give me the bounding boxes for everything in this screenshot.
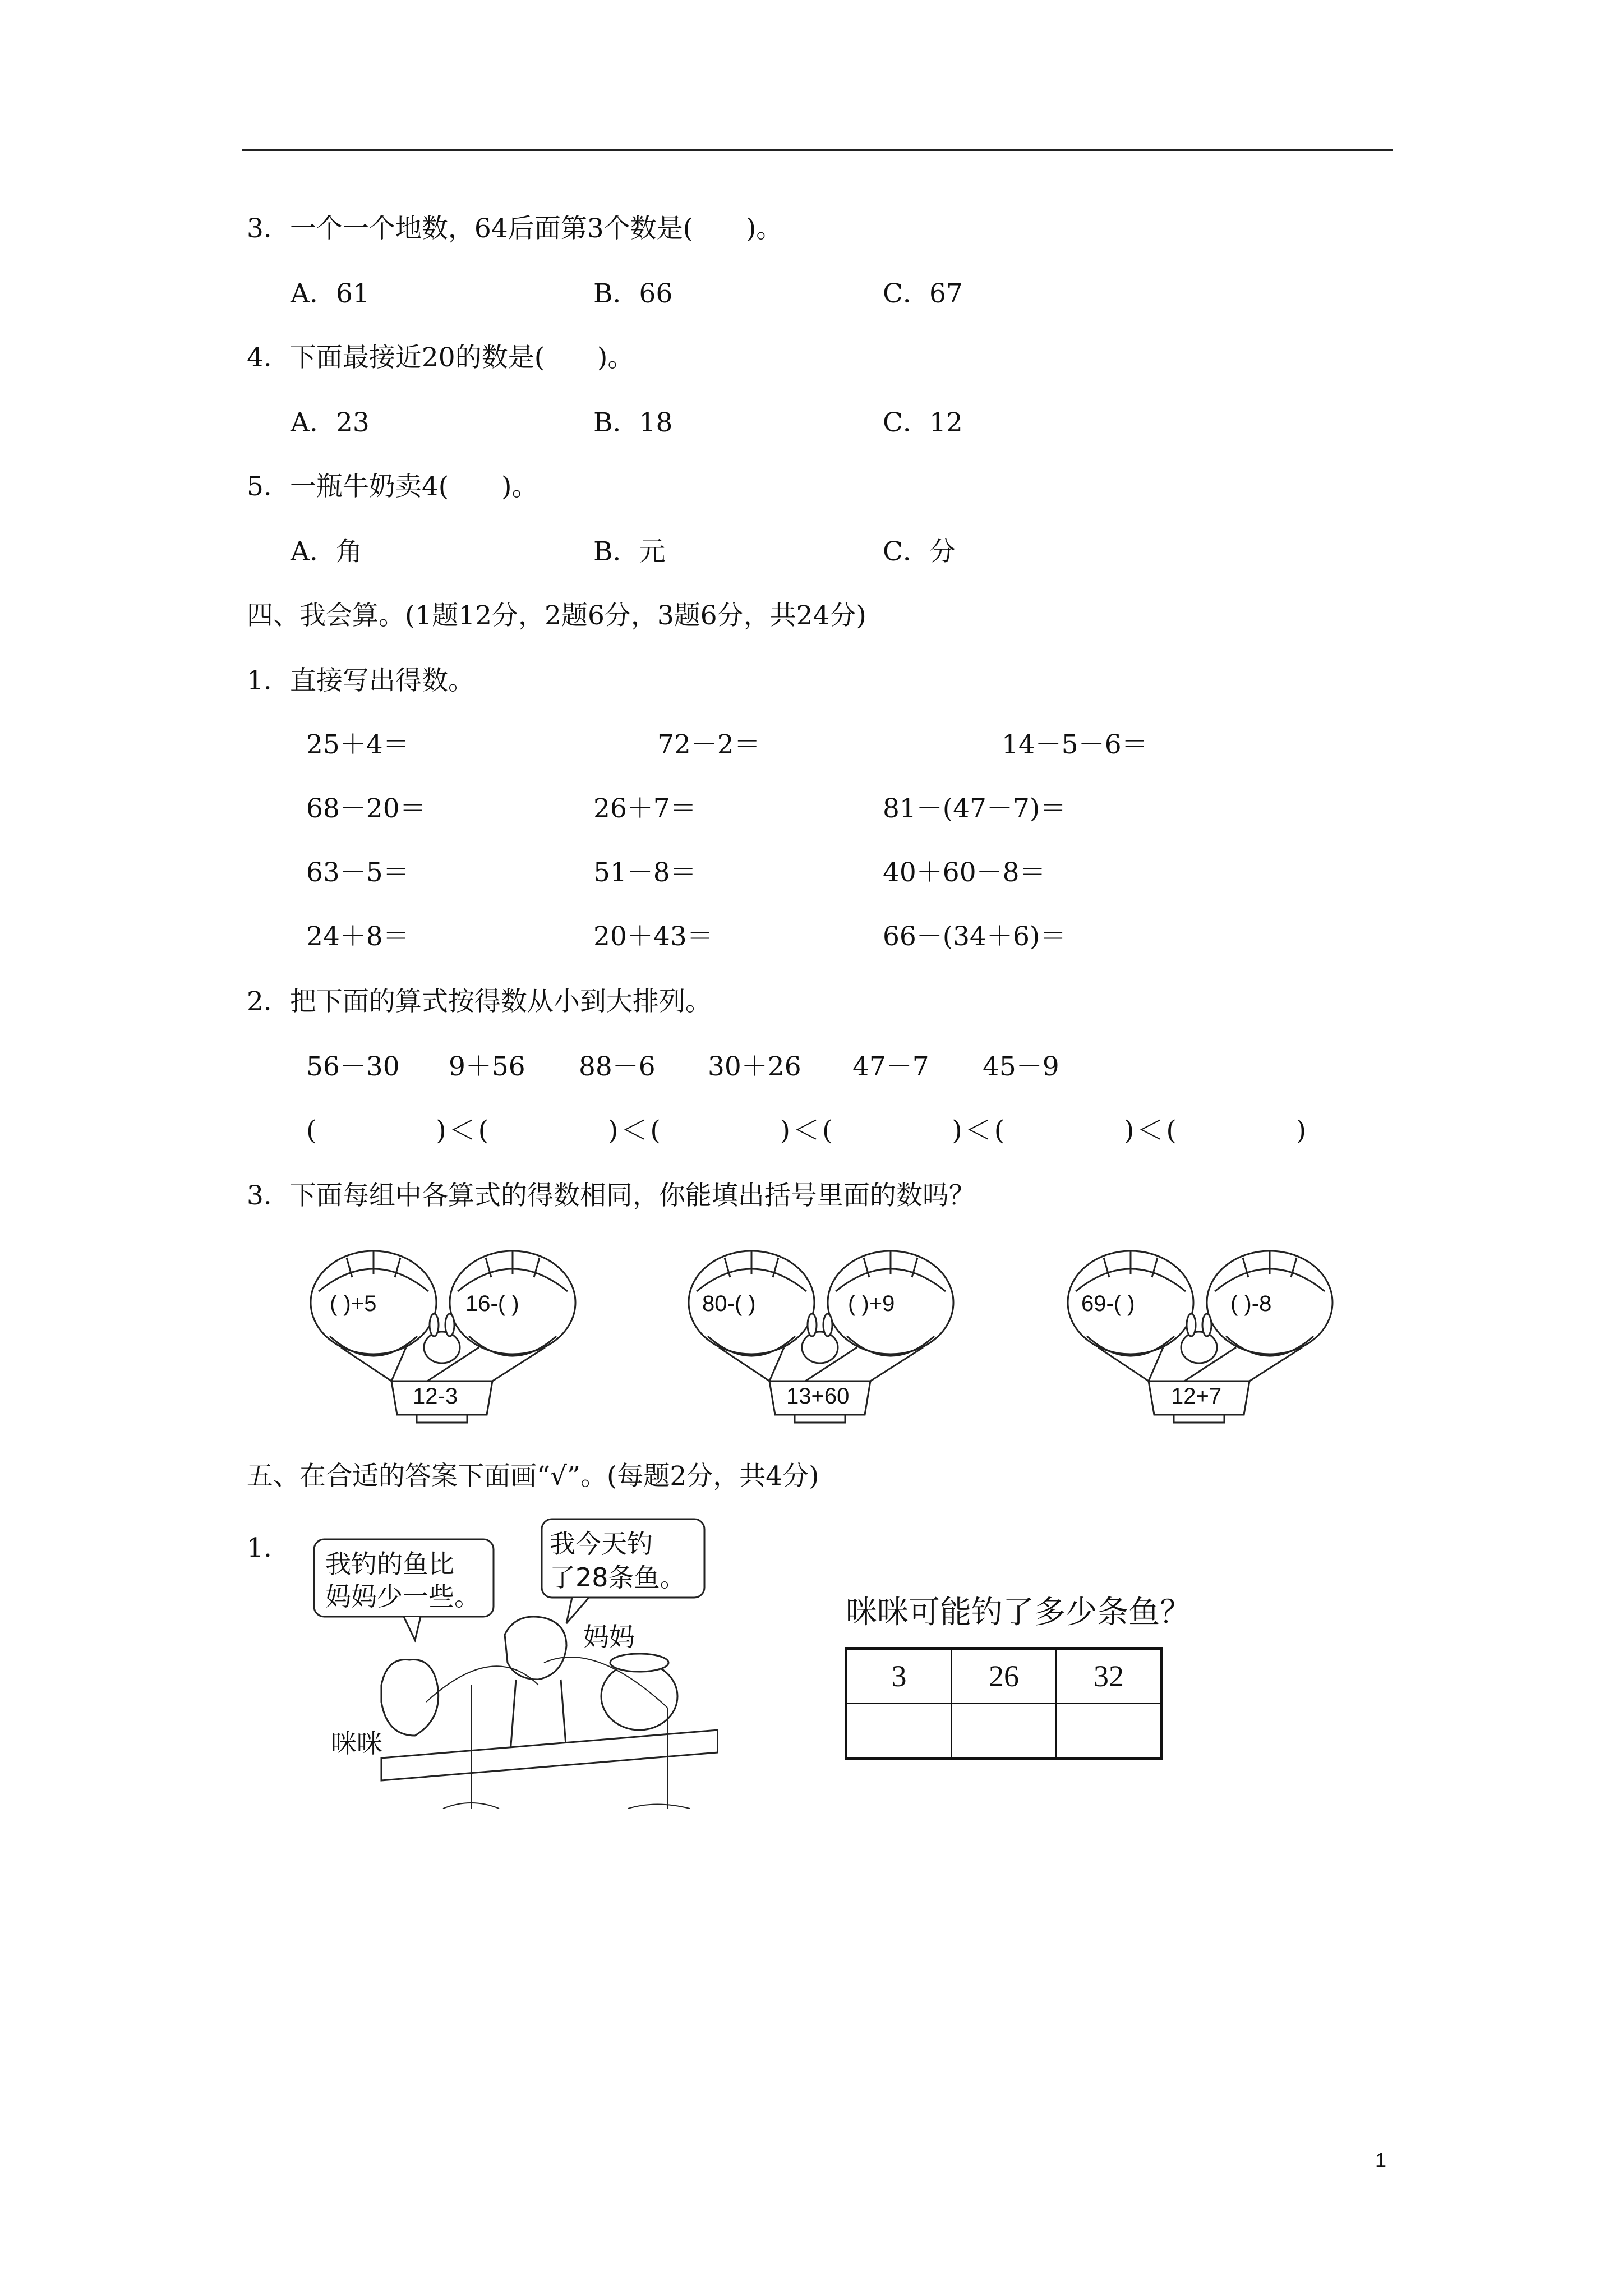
q3-option-a: A．61 <box>291 278 370 309</box>
bunny-icon <box>424 1314 460 1363</box>
calc-item: 24＋8＝ <box>306 921 409 952</box>
bunny-icon <box>1181 1314 1217 1363</box>
q3-stem: 3．一个一个地数，64后面第3个数是( )。 <box>247 213 783 244</box>
section5-title: 五、在合适的答案下面画“√”。(每题2分，共4分) <box>247 1461 819 1492</box>
option-cell: 26 <box>952 1649 1057 1704</box>
check-cell[interactable] <box>952 1704 1057 1759</box>
balloon-group-2 <box>685 1246 966 1426</box>
basket-expr: 12+7 <box>1171 1384 1222 1409</box>
mom-label: 妈妈 <box>583 1622 635 1652</box>
calc-item: 26＋7＝ <box>593 793 697 824</box>
calc-item: 25＋4＝ <box>306 729 409 760</box>
answer-table <box>845 1647 1163 1760</box>
check-cell[interactable] <box>1057 1704 1162 1759</box>
q5-option-a: A．角 <box>291 536 362 567</box>
header-rule <box>242 149 1393 151</box>
q4-option-a: A．23 <box>291 407 370 438</box>
balloon-left-expr: 80-( ) <box>702 1291 756 1316</box>
calc-item: 63－5＝ <box>306 857 409 888</box>
mimi-speech-line2: 妈妈少一些。 <box>325 1581 480 1612</box>
calc-item: 81－(47－7)＝ <box>883 793 1067 824</box>
order-blanks: ( )＜( )＜( )＜( )＜( )＜( ) <box>306 1115 1310 1146</box>
q4-stem: 4．下面最接近20的数是( )。 <box>247 342 634 373</box>
section4-p3-title: 3．下面每组中各算式的得数相同，你能填出括号里面的数吗？ <box>247 1180 975 1211</box>
q4-option-b: B．18 <box>593 407 673 438</box>
order-expr: 30＋26 <box>708 1051 801 1082</box>
bunny-icon <box>802 1314 838 1363</box>
q3-option-b: B．66 <box>593 278 673 309</box>
fishing-cats-illustration <box>303 1517 718 1833</box>
balloon-left-expr: 69-( ) <box>1081 1291 1135 1316</box>
q5-stem: 5．一瓶牛奶卖4( )。 <box>247 471 538 502</box>
balloon-right-expr: ( )-8 <box>1230 1291 1272 1316</box>
section4-title: 四、我会算。(1题12分，2题6分，3题6分，共24分) <box>247 600 866 631</box>
q5-option-c: C．分 <box>883 536 956 567</box>
calc-item: 68－20＝ <box>306 793 426 824</box>
calc-item: 72－2＝ <box>657 729 760 760</box>
calc-item: 20＋43＝ <box>593 921 713 952</box>
order-expr: 56－30 <box>306 1051 400 1082</box>
basket-expr: 13+60 <box>786 1384 850 1409</box>
order-expr: 9＋56 <box>449 1051 525 1082</box>
option-cell: 32 <box>1057 1649 1162 1704</box>
order-expr: 45－9 <box>983 1051 1059 1082</box>
basket-expr: 12-3 <box>413 1384 458 1409</box>
q4-option-c: C．12 <box>883 407 963 438</box>
balloon-group-3 <box>1064 1246 1345 1426</box>
mimi-label: 咪咪 <box>331 1728 382 1759</box>
calc-item: 40＋60－8＝ <box>883 857 1046 888</box>
page-number: 1 <box>1375 2148 1387 2171</box>
mom-speech-line1: 我今天钓 <box>550 1529 653 1559</box>
calc-item: 66－(34＋6)＝ <box>883 921 1067 952</box>
fish-question: 咪咪可能钓了多少条鱼？ <box>846 1594 1191 1631</box>
section5-q1-number: 1. <box>247 1533 272 1563</box>
mom-speech-line2: 了28条鱼。 <box>550 1562 686 1593</box>
option-cell: 3 <box>846 1649 952 1704</box>
balloon-right-expr: ( )+9 <box>848 1291 895 1316</box>
balloon-right-expr: 16-( ) <box>465 1291 519 1316</box>
balloon-group-1 <box>307 1246 588 1426</box>
calc-item: 51－8＝ <box>593 857 697 888</box>
check-cell[interactable] <box>846 1704 952 1759</box>
calc-item: 14－5－6＝ <box>1002 729 1148 760</box>
section4-p2-title: 2．把下面的算式按得数从小到大排列。 <box>247 986 712 1017</box>
balloon-left-expr: ( )+5 <box>330 1291 377 1316</box>
q5-option-b: B．元 <box>593 536 666 567</box>
mimi-speech-line1: 我钓的鱼比 <box>325 1549 454 1579</box>
section4-p1-title: 1．直接写出得数。 <box>247 665 474 696</box>
order-expr: 47－7 <box>852 1051 929 1082</box>
q3-option-c: C．67 <box>883 278 963 309</box>
order-expr: 88－6 <box>579 1051 656 1082</box>
